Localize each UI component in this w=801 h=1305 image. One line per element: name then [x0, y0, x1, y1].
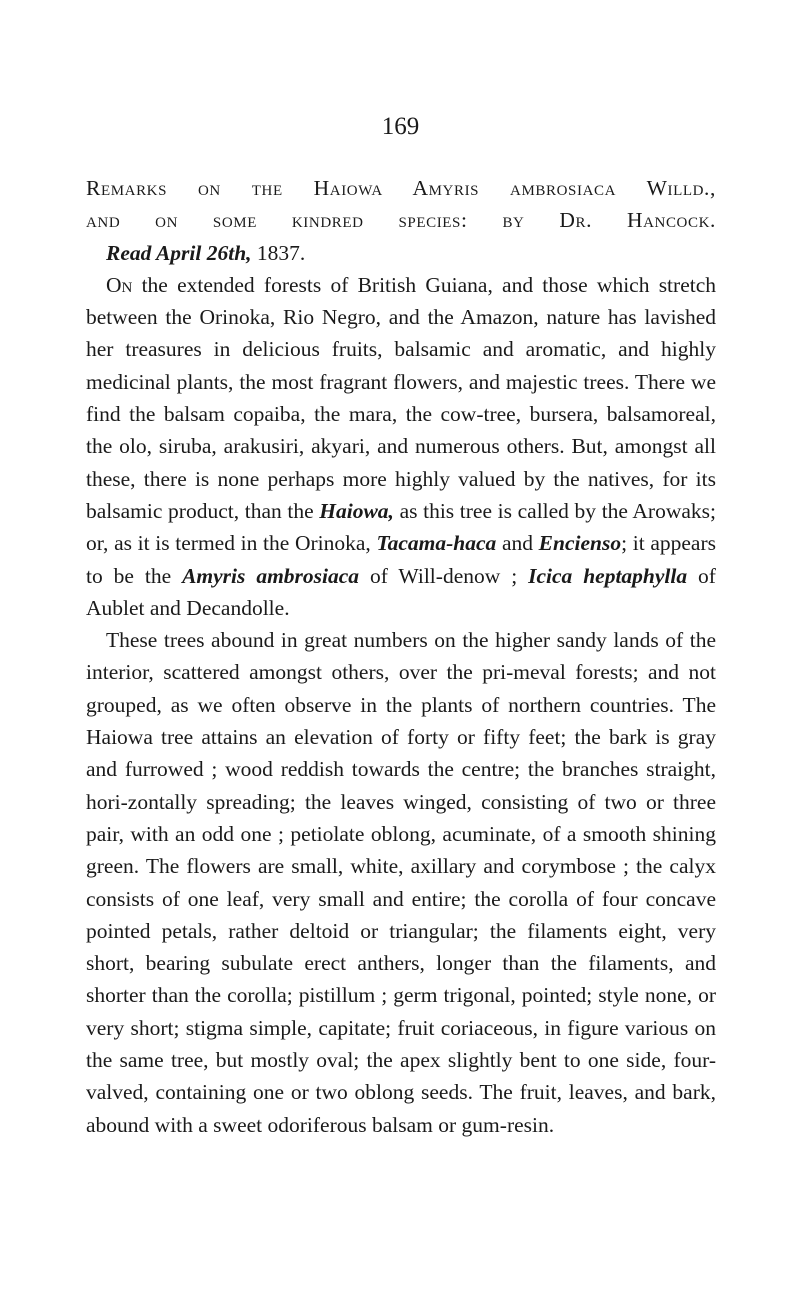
paragraph-1-text-e: of Will-denow ; [359, 563, 529, 588]
title-line-1: Remarks on the Haiowa Amyris ambrosiaca Willd., [86, 176, 716, 200]
term-haiowa: Haiowa, [319, 498, 394, 523]
article-title [86, 172, 716, 237]
paragraph-2: These trees abound in great numbers on the higher sandy lands of the interior, scattered amongst others, over the pri-meval forests; and not grouped, as we often observe in the plants of northern countries. The Haiowa tree attains an elevation of forty or fifty feet; the bark is gray and furrowed ; wood reddish towards the centre; the branches straight, hori-zontally spreading; the leaves winged, consisting of two or three pair, with an odd one ; petiolate oblong, acuminate, of a smooth shining green. The flowers are small, white, axillary and corymbose ; the calyx consists of one leaf, very small and entire; the corolla of four concave pointed petals, rather deltoid or triangular; the filaments eight, very short, bearing subulate erect anthers, longer than the filaments, and shorter than the corolla; pistillum ; germ trigonal, pointed; style none, or very short; stigma simple, capitate; fruit coriaceous, in figure various on the same tree, but mostly oval; the apex slightly bent to one side, four-valved, containing one or two oblong seeds. The fruit, leaves, and bark, abound with a sweet odoriferous balsam or gum-resin. [86, 628, 716, 1137]
paragraph-1-text-d: ; it appears to be the [86, 531, 716, 588]
term-amyris-ambrosiaca: Amyris ambrosiaca [182, 563, 360, 588]
term-encienso: Encienso [538, 531, 622, 556]
paragraph-1-text-b: as this tree is called by the Arowaks; or, as it is termed in the Orinoka, [86, 498, 716, 556]
term-icica-heptaphylla: Icica heptaphylla [528, 563, 688, 588]
term-tacama-haca: Tacama-haca [376, 531, 497, 556]
read-date-year: 1837. [256, 240, 306, 265]
paragraph-1-text-c: and [496, 531, 539, 556]
read-date [86, 237, 716, 269]
read-date-label: Read April 26th, [106, 240, 252, 265]
page-number: 169 [381, 113, 420, 140]
paragraph-1-text-a: the extended forests of British Guiana, and those which stretch between the Orinoka, Rio Negro, and the Amazon, nature has lavished her treasures in delicious fruits, balsamic and aromatic, and highly medicinal plants, the most fragrant flowers, and majestic trees. There we find the balsam copaiba, the mara, the cow-tree, bursera, balsamoreal, the olo, siruba, arakusiri, akyari, and numerous others. But, amongst all these, there is none perhaps more highly valued by the natives, for its balsamic product, than the [86, 272, 716, 523]
title-line-2: and on some kindred species: by Dr. Hancock. [86, 208, 716, 233]
paragraph-1-text-f: of Aublet and Decandolle. [86, 563, 716, 620]
article-body [86, 172, 716, 1141]
paragraph-1 [86, 269, 716, 624]
paragraph-1-lead: On [106, 272, 133, 297]
